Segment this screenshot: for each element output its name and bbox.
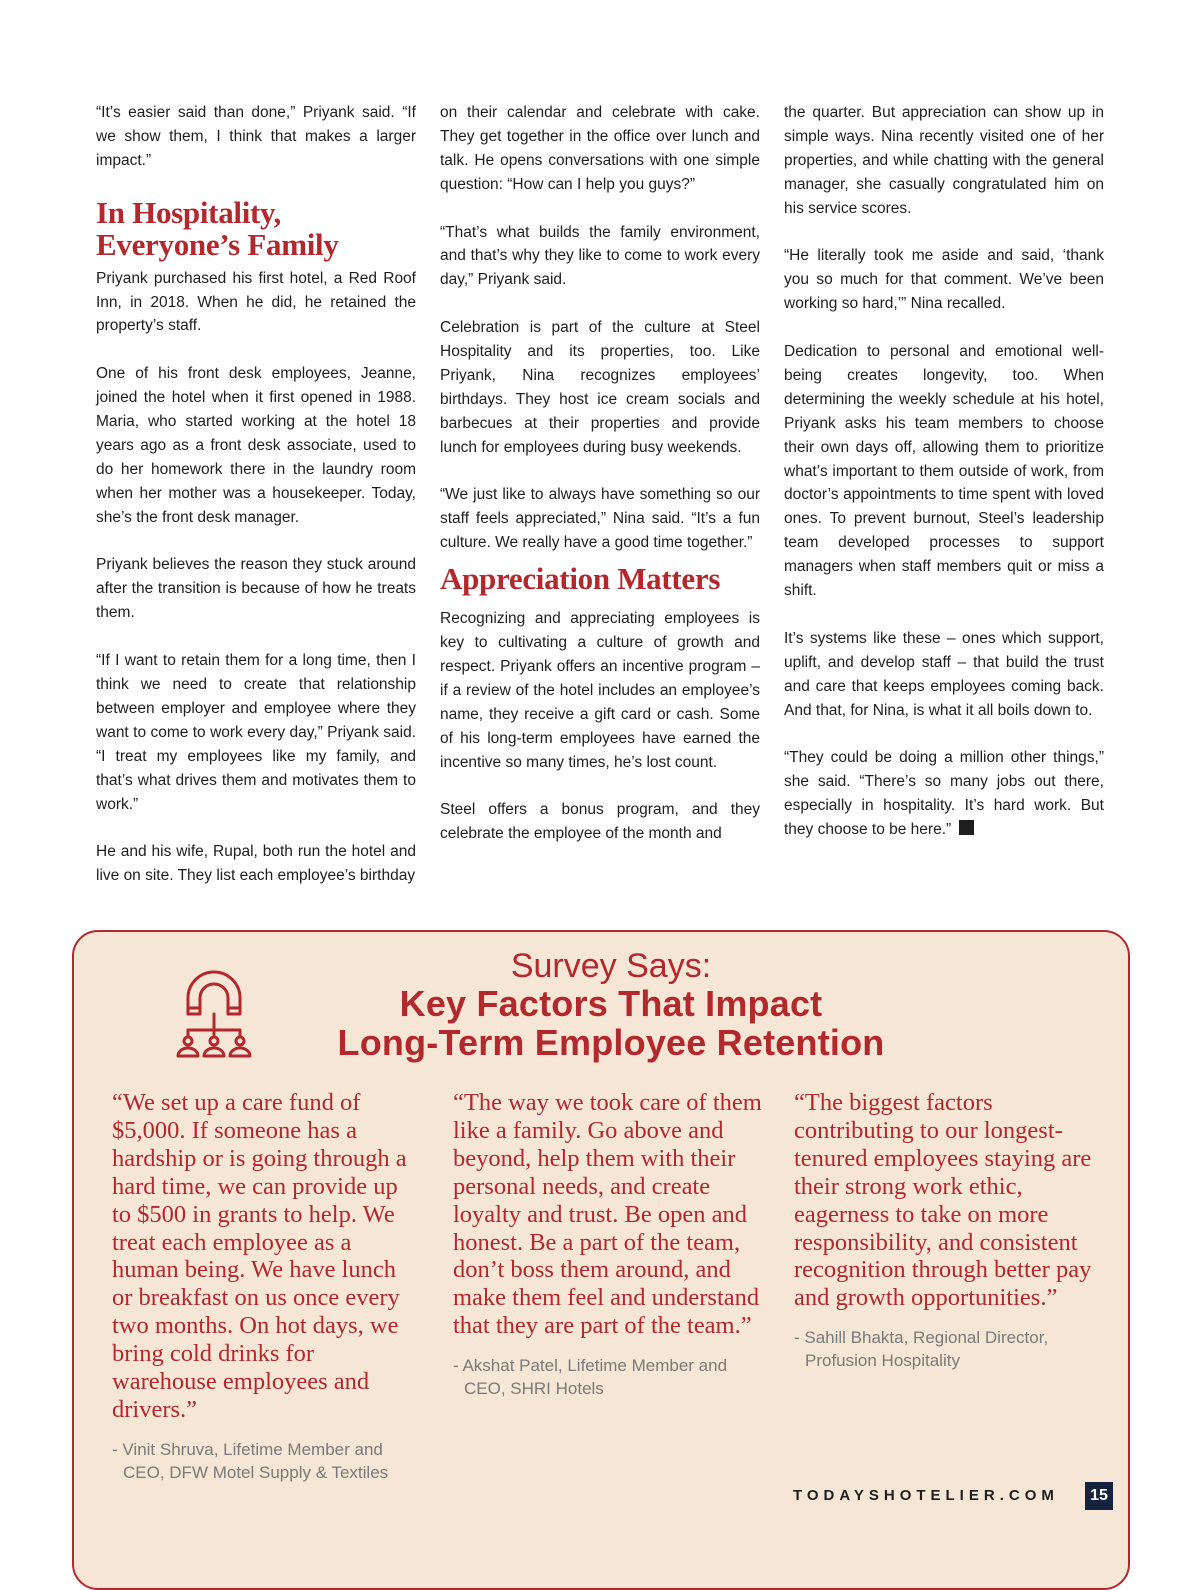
quote-attribution: - Vinit Shruva, Lifetime Member and CEO, DFW Motel Supply & Textiles	[112, 1439, 389, 1482]
paragraph: “If I want to retain them for a long time, then I think we need to create that relationship between employer and employee where they want to come to work every day,” Priyank said. “I treat my employees like my family, and that’s what drives them and motivates them to work.”	[96, 652, 416, 813]
quote-text: “The way we took care of them like a family. Go above and beyond, help them with their personal needs, and create loyalty and trust. Be open and honest. Be a part of the team, don’t boss them around, and make them feel and understand that they are part of the team.”	[453, 1089, 762, 1340]
page-number-badge: 15	[1085, 1482, 1113, 1510]
quote-block	[112, 1089, 432, 1484]
quote-attribution: - Sahill Bhakta, Regional Director, Profusion Hospitality	[794, 1328, 1049, 1371]
paragraph: It’s systems like these – ones which support, uplift, and develop staff – that build the trust and care that keeps employees coming back. And that, for Nina, is what it all boils down to.	[784, 629, 1104, 719]
sidebar-title-line-1: Key Factors That Impact	[399, 983, 823, 1024]
quote-text: “We set up a care fund of $5,000. If someone has a hardship or is going through a hard time, we can provide up to $500 in grants to help. We treat each employee as a human being. We have lunch or breakfast on us once every two months. On hot days, we bring cold drinks for warehouse employees and drivers.”	[112, 1089, 407, 1423]
paragraph: Celebration is part of the culture at Steel Hospitality and its properties, too. Like Priyank, Nina recognizes employees’ birthdays. They host ice cream socials and barbecues at their properties and provide lunch for employees during busy weekends.	[440, 319, 760, 456]
quote-attribution: - Akshat Patel, Lifetime Member and CEO, SHRI Hotels	[453, 1356, 728, 1399]
sidebar-kicker: Survey Says:	[510, 947, 712, 985]
quote-block	[794, 1089, 1114, 1372]
paragraph: “We just like to always have something so our staff feels appreciated,” Nina said. “It’s a fun culture. We really have a good time together.”	[440, 486, 760, 552]
paragraph: Dedication to personal and emotional well-being creates longevity, too. When determining the weekly schedule at his hotel, Priyank asks his team members to choose their own days off, allowing them to prioritize what’s important to them outside of work, from doctor’s appointments to time spent with loved ones. To prevent burnout, Steel’s leadership team developed processes to support managers when staff members quit or miss a shift.	[784, 343, 1104, 600]
end-of-article-mark	[959, 820, 974, 835]
paragraph: the quarter. But appreciation can show up in simple ways. Nina recently visited one of her properties, and while chatting with the general manager, she casually congratulated him on his service scores.	[784, 104, 1104, 217]
section-heading-appreciation: Appreciation Matters	[440, 561, 721, 597]
quote-text: “The biggest factors contributing to our longest-tenured employees staying are their strong work ethic, eagerness to take on more responsibility, and consistent recognition through better pay and growth opportunities.”	[794, 1089, 1092, 1312]
quote-block	[453, 1089, 773, 1400]
article-column-2	[440, 101, 760, 846]
site-url: TODAYSHOTELIER.COM	[793, 1487, 1059, 1504]
paragraph: Recognizing and appreciating employees is key to cultivating a culture of growth and respect. Priyank offers an incentive program – if a review of the hotel includes an employee’s name, they receive a gift card or cash. Some of his long-term employees have earned the incentive so many times, he’s lost count.	[440, 610, 760, 771]
paragraph: “It’s easier said than done,” Priyank said. “If we show them, I think that makes a larger impact.”	[96, 104, 416, 169]
paragraph-text: “They could be doing a million other things,” she said. “There’s so many jobs out there, especially in hospitality. It’s hard work. But they choose to be here.”	[784, 749, 1104, 839]
paragraph: Steel offers a bonus program, and they celebrate the employee of the month and	[440, 801, 760, 843]
sidebar-title-line-2: Long-Term Employee Retention	[337, 1022, 885, 1063]
paragraph: Priyank believes the reason they stuck around after the transition is because of how he treats them.	[96, 556, 416, 622]
paragraph: “He literally took me aside and said, ‘thank you so much for that comment. We’ve been working so hard,’” Nina recalled.	[784, 247, 1104, 313]
paragraph: One of his front desk employees, Jeanne, joined the hotel when it first opened in 1988. Maria, who started working at the hotel 18 years ago as a front desk associate, used to do her homework there in the laundry room when her mother was a housekeeper. Today, she’s the front desk manager.	[96, 365, 416, 526]
article-column-1	[96, 101, 416, 888]
section-heading-family: In Hospitality, Everyone’s Family	[96, 194, 339, 262]
paragraph: “That’s what builds the family environment, and that’s why they like to come to work every day,” Priyank said.	[440, 223, 760, 289]
paragraph: Priyank purchased his first hotel, a Red Roof Inn, in 2018. When he did, he retained the property’s staff.	[96, 269, 416, 335]
article-column-3	[784, 101, 1104, 842]
closing-paragraph	[784, 746, 1104, 842]
paragraph: on their calendar and celebrate with cake. They get together in the office over lunch and talk. He opens conversations with one simple question: “How can I help you guys?”	[440, 104, 760, 193]
paragraph: He and his wife, Rupal, both run the hotel and live on site. They list each employee’s birthday	[96, 843, 416, 885]
